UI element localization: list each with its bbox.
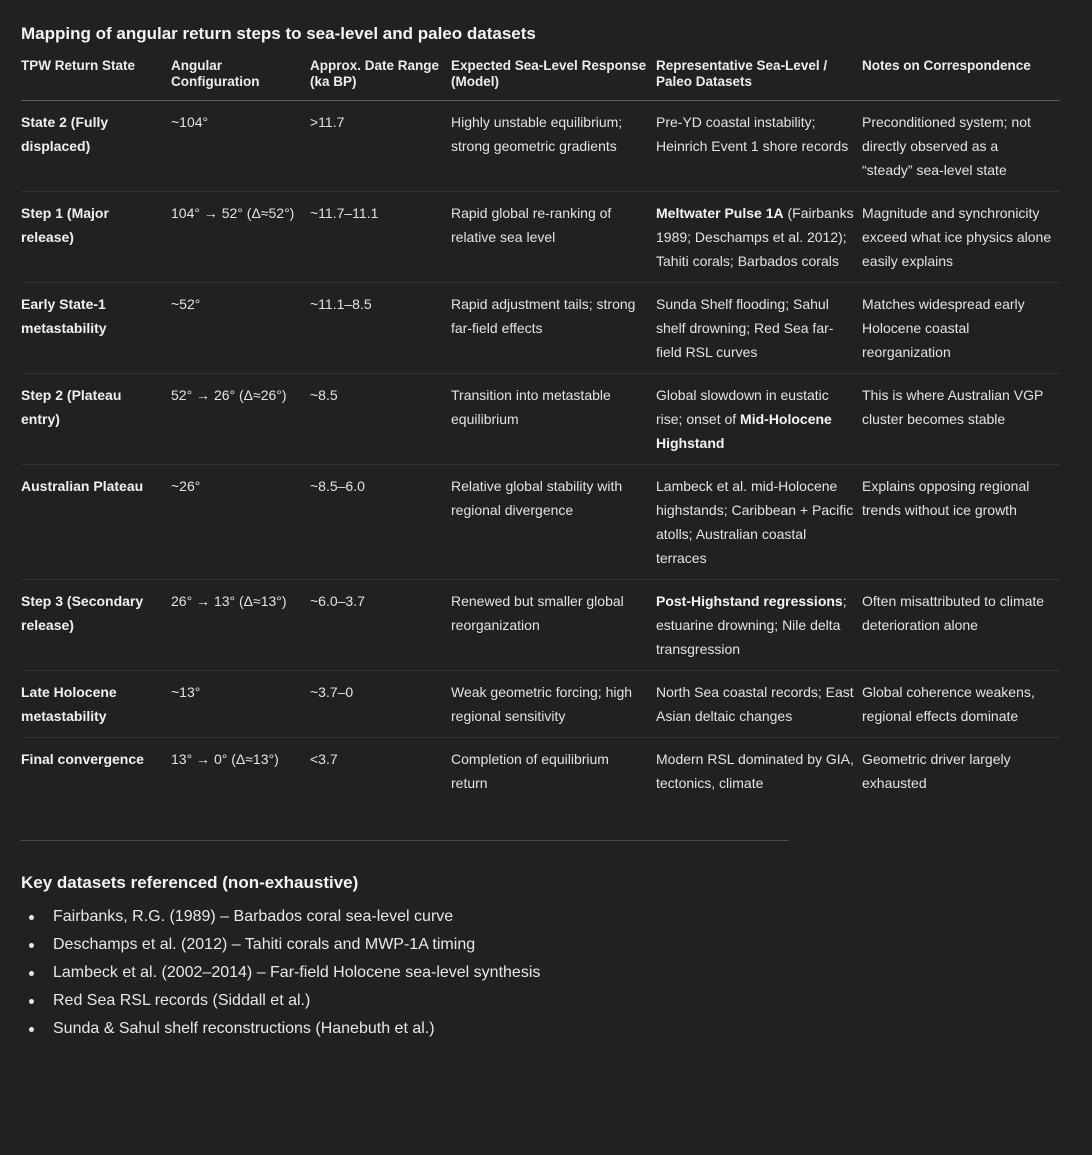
cell-dates: ~3.7–0 [310, 671, 451, 738]
cell-datasets [656, 283, 862, 374]
cell-state: State 2 (Fully displaced) [21, 101, 171, 192]
table-row [21, 374, 1060, 465]
key-datasets-list [21, 903, 1092, 1043]
cell-notes: Geometric driver largely exhausted [862, 751, 1011, 791]
list-item-text: Red Sea RSL records (Siddall et al.) [53, 992, 311, 1009]
bullet-icon [29, 971, 34, 976]
cell-state: Final convergence [21, 751, 144, 767]
list-item-text: Fairbanks, R.G. (1989) – Barbados coral sea-level curve [53, 908, 454, 925]
cell-state: Step 1 (Major release) [21, 192, 171, 283]
list-item-text: Deschamps et al. (2012) – Tahiti corals and MWP-1A timing [53, 936, 476, 953]
dataset-text: Pre-YD coastal instability; Heinrich Event 1 shore records [656, 114, 849, 154]
table-header-row [21, 58, 1060, 101]
cell-angle: 104° → 52° (Δ≈52°) [171, 192, 310, 283]
cell-datasets [656, 738, 862, 805]
cell-angle: 52° → 26° (Δ≈26°) [171, 374, 310, 465]
table-body [21, 101, 1060, 805]
cell-notes: Global coherence weakens, regional effects dominate [862, 671, 1060, 738]
cell-datasets [656, 192, 862, 283]
cell-response: Completion of equilibrium return [451, 751, 609, 791]
list-item-text: Lambeck et al. (2002–2014) – Far-field Holocene sea-level synthesis [53, 964, 541, 981]
cell-response: Rapid adjustment tails; strong far-field effects [451, 283, 656, 374]
list-item-text: Sunda & Sahul shelf reconstructions (Hanebuth et al.) [53, 1020, 435, 1037]
column-header-state: TPW Return State [21, 58, 171, 101]
cell-state: Step 2 (Plateau entry) [21, 374, 171, 465]
cell-response: Renewed but smaller global reorganization [451, 580, 656, 671]
cell-notes: This is where Australian VGP cluster becomes stable [862, 374, 1060, 465]
dataset-text: Modern RSL dominated by GIA, tectonics, climate [656, 751, 854, 791]
cell-notes: Often misattributed to climate deterioration alone [862, 580, 1060, 671]
dataset-text: North Sea coastal records; East Asian deltaic changes [656, 684, 854, 724]
cell-angle: 26° → 13° (Δ≈13°) [171, 580, 310, 671]
cell-response: Transition into metastable equilibrium [451, 374, 656, 465]
table-row [21, 283, 1060, 374]
cell-angle: ~13° [171, 671, 310, 738]
cell-dates: ~11.7–11.1 [310, 192, 451, 283]
table-row [21, 192, 1060, 283]
cell-angle: ~26° [171, 465, 310, 580]
cell-dates: ~6.0–3.7 [310, 580, 451, 671]
cell-datasets [656, 580, 862, 671]
cell-response: Highly unstable equilibrium; strong geometric gradients [451, 101, 656, 192]
bullet-icon [29, 943, 34, 948]
cell-state: Step 3 (Secondary release) [21, 580, 171, 671]
bullet-icon [29, 1027, 34, 1032]
dataset-text: Lambeck et al. mid-Holocene highstands; Caribbean + Pacific atolls; Australian coastal terraces [656, 478, 854, 566]
cell-notes: Explains opposing regional trends without ice growth [862, 465, 1060, 580]
cell-notes: Magnitude and synchronicity exceed what ice physics alone easily explains [862, 192, 1060, 283]
dataset-text: (Fairbanks 1989; Deschamps et al. 2012); Tahiti corals; Barbados corals [656, 205, 854, 269]
column-header-angle: Angular Configuration [171, 58, 310, 101]
cell-dates: >11.7 [310, 101, 451, 192]
dataset-text: ; estuarine drowning; Nile delta transgression [656, 593, 847, 657]
cell-dates: ~8.5–6.0 [310, 465, 451, 580]
list-item [21, 931, 1092, 959]
table-row [21, 580, 1060, 671]
dataset-highlight: Mid-Holocene Highstand [656, 411, 832, 451]
table-row [21, 465, 1060, 580]
cell-response: Rapid global re-ranking of relative sea level [451, 192, 656, 283]
cell-state: Early State-1 metastability [21, 283, 171, 374]
dataset-text: Global slowdown in eustatic rise; onset of [656, 387, 829, 427]
cell-notes: Matches widespread early Holocene coastal reorganization [862, 283, 1060, 374]
cell-angle: ~104° [171, 101, 310, 192]
page-title: Mapping of angular return steps to sea-level and paleo datasets [21, 24, 536, 43]
list-item [21, 903, 1092, 931]
cell-response: Weak geometric forcing; high regional sensitivity [451, 671, 656, 738]
cell-angle: 13° → 0° (Δ≈13°) [171, 751, 279, 767]
cell-dates: <3.7 [310, 751, 338, 767]
dataset-highlight: Post-Highstand regressions [656, 593, 843, 609]
table-row [21, 101, 1060, 192]
cell-angle: ~52° [171, 283, 310, 374]
list-item [21, 959, 1092, 987]
table-row [21, 738, 1060, 805]
key-datasets-heading: Key datasets referenced (non-exhaustive) [21, 873, 359, 892]
cell-datasets [656, 465, 862, 580]
bullet-icon [29, 999, 34, 1004]
column-header-datasets: Representative Sea-Level / Paleo Datasets [656, 58, 862, 101]
list-item [21, 987, 1092, 1015]
dataset-text: Sunda Shelf flooding; Sahul shelf drowning; Red Sea far-field RSL curves [656, 296, 834, 360]
column-header-notes: Notes on Correspondence [862, 58, 1060, 101]
section-divider [21, 840, 789, 841]
bullet-icon [29, 915, 34, 920]
cell-datasets [656, 374, 862, 465]
cell-dates: ~11.1–8.5 [310, 283, 451, 374]
mapping-table [21, 58, 1060, 804]
cell-datasets [656, 671, 862, 738]
table-row [21, 671, 1060, 738]
cell-response: Relative global stability with regional divergence [451, 465, 656, 580]
cell-state: Late Holocene metastability [21, 671, 171, 738]
cell-dates: ~8.5 [310, 374, 451, 465]
list-item [21, 1015, 1092, 1043]
cell-notes: Preconditioned system; not directly observed as a “steady” sea-level state [862, 101, 1060, 192]
column-header-dates: Approx. Date Range (ka BP) [310, 58, 451, 101]
column-header-response: Expected Sea-Level Response (Model) [451, 58, 656, 101]
dataset-highlight: Meltwater Pulse 1A [656, 205, 784, 221]
cell-datasets [656, 101, 862, 192]
cell-state: Australian Plateau [21, 465, 171, 580]
